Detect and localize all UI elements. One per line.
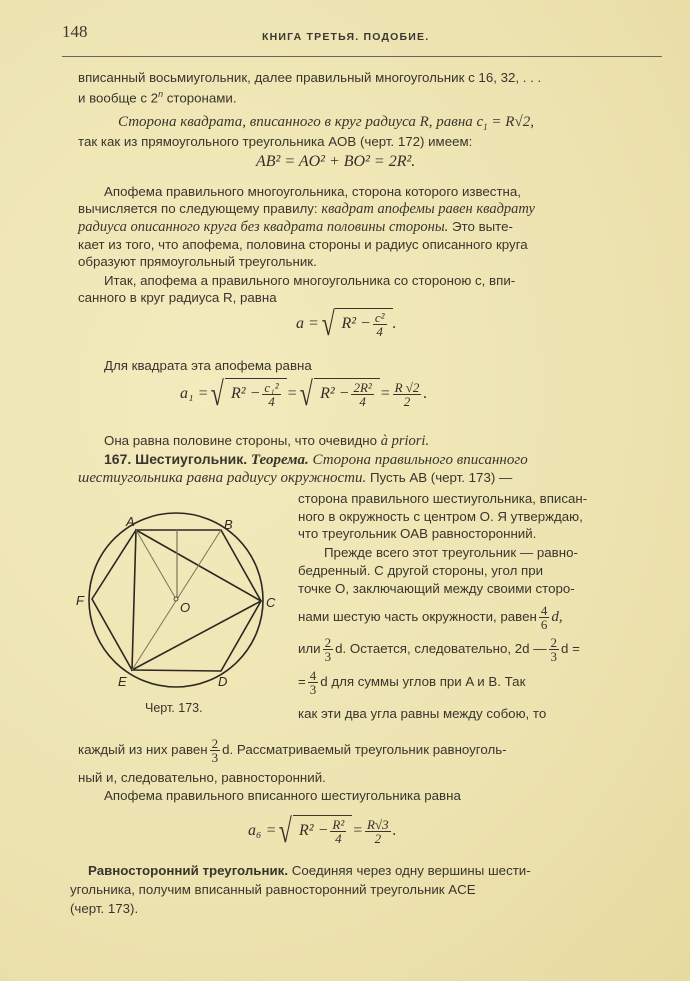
- text-line: Апофема правильного многоугольника, сторона которого известна,: [104, 184, 521, 199]
- section-heading-167: 167. Шестиугольник. Теорема. Сторона правильного вписанного: [104, 451, 528, 468]
- text-line: ного в окружность с центром O. Я утверждаю,: [298, 509, 583, 524]
- text-line: так как из прямоугольного треугольника AOB (черт. 172) имеем:: [78, 134, 473, 149]
- text-line: вычисляется по следующему правилу: квадрат апофемы равен квадрату: [78, 201, 535, 217]
- text-line: образуют прямоугольный треугольник.: [78, 254, 317, 269]
- figure-caption: Черт. 173.: [145, 701, 203, 715]
- vertex-label-f: F: [76, 593, 84, 608]
- text-line: ный и, следовательно, равносторонний.: [78, 770, 326, 785]
- text-line: шестиугольника равна радиусу окружности. Пусть AB (черт. 173) —: [78, 470, 513, 486]
- header-rule: [62, 56, 662, 57]
- text-line: и вообще с 2$^n$ сторонами.: [78, 89, 237, 106]
- equation: AB² = AO² + BO² = 2R².: [256, 153, 416, 170]
- vertex-label-b: B: [224, 517, 233, 532]
- text-line: вписанный восьмиугольник, далее правильный многоугольник с 16, 32, . . .: [78, 70, 542, 85]
- text-line: (черт. 173).: [70, 901, 139, 916]
- text-line: нами шестую часть окружности, равен $\frac{4}{6}$ d,: [298, 603, 563, 632]
- hexagon-figure: [0, 500, 300, 700]
- text-line: санного в круг радиуса R, равна: [78, 290, 277, 305]
- text-line: угольника, получим вписанный равносторонний треугольник ACE: [70, 882, 476, 897]
- text-line: или $\frac{2}{3}$ d. Остается, следовательно, 2d — $\frac{2}{3}$ d =: [298, 635, 580, 664]
- text-line: Апофема правильного вписанного шестиугольника равна: [104, 788, 461, 803]
- text-line: каждый из них равен $\frac{2}{3}$ d. Рассматриваемый треугольник равноуголь-: [78, 736, 507, 765]
- text-line: Прежде всего этот треугольник — равно-: [324, 545, 578, 560]
- text-line: радиуса описанного круга без квадрата половины стороны. Это выте-: [78, 219, 513, 235]
- page-number: 148: [62, 22, 88, 41]
- text-line: Для квадрата эта апофема равна: [104, 358, 312, 373]
- vertex-label-e: E: [118, 674, 127, 689]
- text-line: Она равна половине стороны, что очевидно à priori.: [104, 433, 430, 449]
- equation-square-apothem: a₁ =√ R² − $\frac{\text{c₁²}}{4}$ =√ R² − $\frac{\text{2R²}}{4}$ = $\frac{R √2}{2}$ .: [180, 375, 428, 413]
- equation-apothem: a =√ R² − $\frac{\text{c²}}{4}$ .: [296, 305, 397, 343]
- italic-statement: Сторона квадрата, вписанного в круг радиуса R, равна $c_1 = R√2$,: [118, 114, 534, 132]
- text-line: кает из того, что апофема, половина стороны и радиус описанного круга: [78, 237, 528, 252]
- vertex-label-c: C: [266, 595, 276, 610]
- text-line: точке O, заключающий между своими сторо-: [298, 581, 575, 596]
- vertex-label-d: D: [218, 674, 228, 689]
- text-line: Итак, апофема a правильного многоугольника со стороною c, впи-: [104, 273, 516, 288]
- equation-hexagon-apothem: a₆ =√ R² − $\frac{\text{R²}}{4}$ = $\frac{R√3}{2}$ .: [248, 812, 397, 850]
- text-line: что треугольник OAB равносторонний.: [298, 526, 537, 541]
- text-line: Равносторонний треугольник. Соединяя через одну вершины шести-: [88, 863, 531, 878]
- text-line: как эти два угла равны между собою, то: [298, 706, 547, 721]
- vertex-label-a: A: [126, 514, 135, 529]
- center-label-o: O: [180, 600, 191, 615]
- text-line: сторона правильного шестиугольника, вписан-: [298, 491, 588, 506]
- text-line: бедренный. С другой стороны, угол при: [298, 563, 544, 578]
- running-title: КНИГА ТРЕТЬЯ. ПОДОБИЕ.: [262, 31, 430, 43]
- text-line: = $\frac{4}{3}$ d для суммы углов при A и B. Так: [298, 668, 526, 697]
